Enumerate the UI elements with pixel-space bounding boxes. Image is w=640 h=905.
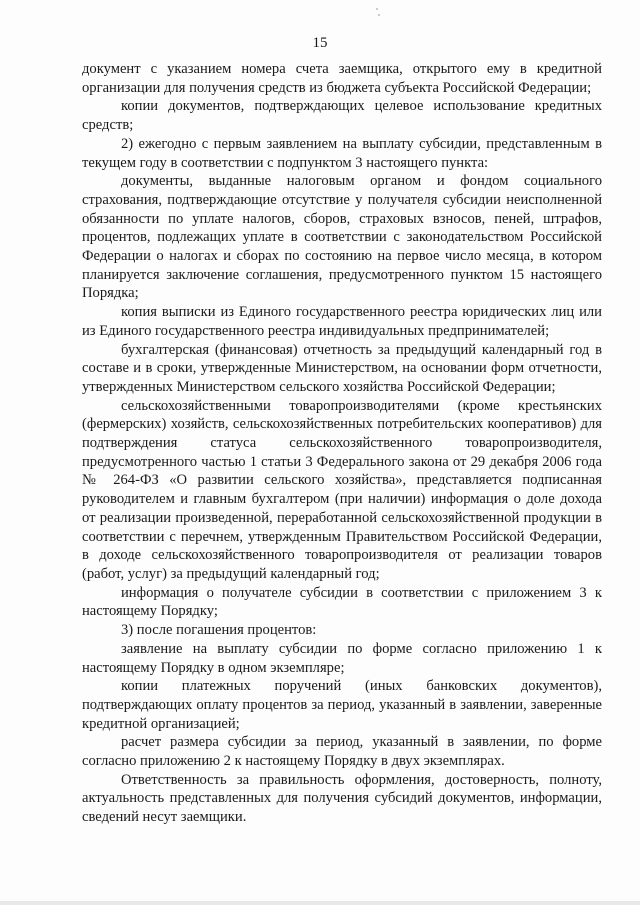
paragraph-responsibility: Ответственность за правильность оформления, достоверность, полноту, актуальность представленных для получения субсидий документов, информации, сведений несут заемщики. bbox=[82, 771, 602, 826]
paragraph-recipient-information: информация о получателе субсидии в соответствии с приложением 3 к настоящему Порядку; bbox=[82, 584, 602, 620]
page-number: 15 bbox=[312, 35, 328, 51]
paragraph-subsidy-calculation: расчет размера субсидии за период, указанный в заявлении, по форме согласно приложению 2 к настоящему Порядку в двух экземплярах. bbox=[82, 734, 602, 770]
scan-speck bbox=[376, 8, 378, 10]
scan-bottom-edge bbox=[0, 901, 640, 905]
paragraph-item-2-annual: 2) ежегодно с первым заявлением на выплату субсидии, представленным в текущем году в соответствии с подпунктом 3 настоящего пункта: bbox=[82, 135, 602, 171]
paragraph-agricultural-producers: сельскохозяйственными товаропроизводителями (кроме крестьянских (фермерских) хозяйств, сельскохозяйственных потребительских кооперативов) для подтверждения статуса сельскохозяйственного товаропроизводителя, предусмотренного частью 1 статьи 3 Федерального закона от 29 декабря 2006 года № 264-ФЗ «О развитии сельского хозяйства», представляется подписанная руководителем и главным бухгалтером (при наличии) информация о доле дохода от реализации произведенной, переработанной сельскохозяйственной продукции в соответствии с перечнем, утвержденным Правительством Российской Федерации, в доходе сельскохозяйственного товаропроизводителя от реализации товаров (работ, услуг) за предыдущий календарный год; bbox=[82, 397, 602, 582]
paragraph-registry-extract: копия выписки из Единого государственного реестра юридических лиц или из Единого государственного реестра индивидуальных предпринимателей; bbox=[82, 304, 602, 339]
document-body bbox=[82, 60, 602, 827]
scan-speck bbox=[378, 14, 380, 16]
paragraph-credit-use-copies: копии документов, подтверждающих целевое использование кредитных средств; bbox=[82, 98, 602, 134]
paragraph-account-document: документ с указанием номера счета заемщика, открытого ему в кредитной организации для получения средств из бюджета субъекта Российской Федерации; bbox=[82, 61, 602, 96]
paragraph-subsidy-application: заявление на выплату субсидии по форме согласно приложению 1 к настоящему Порядку в одном экземпляре; bbox=[82, 640, 602, 676]
paragraph-item-3-after-repayment: 3) после погашения процентов: bbox=[121, 622, 317, 639]
paragraph-payment-orders: копии платежных поручений (иных банковских документов), подтверждающих оплату процентов за период, указанный в заявлении, заверенные кредитной организацией; bbox=[82, 678, 602, 732]
paragraph-tax-documents: документы, выданные налоговым органом и фондом социального страхования, подтверждающие отсутствие у получателя субсидии неисполненной обязанности по уплате налогов, сборов, страховых взносов, пеней, штрафов, процентов, подлежащих уплате в соответствии с законодательством Российской Федерации о налогах и сборах по состоянию на первое число месяца, в котором планируется заключение соглашения, предусмотренного пунктом 15 настоящего Порядка; bbox=[82, 173, 602, 302]
paragraph-accounting-statements: бухгалтерская (финансовая) отчетность за предыдущий календарный год в составе и в сроки, утвержденные Министерством, на основании форм отчетности, утвержденных Министерством сельского хозяйства Российской Федерации; bbox=[82, 341, 602, 395]
